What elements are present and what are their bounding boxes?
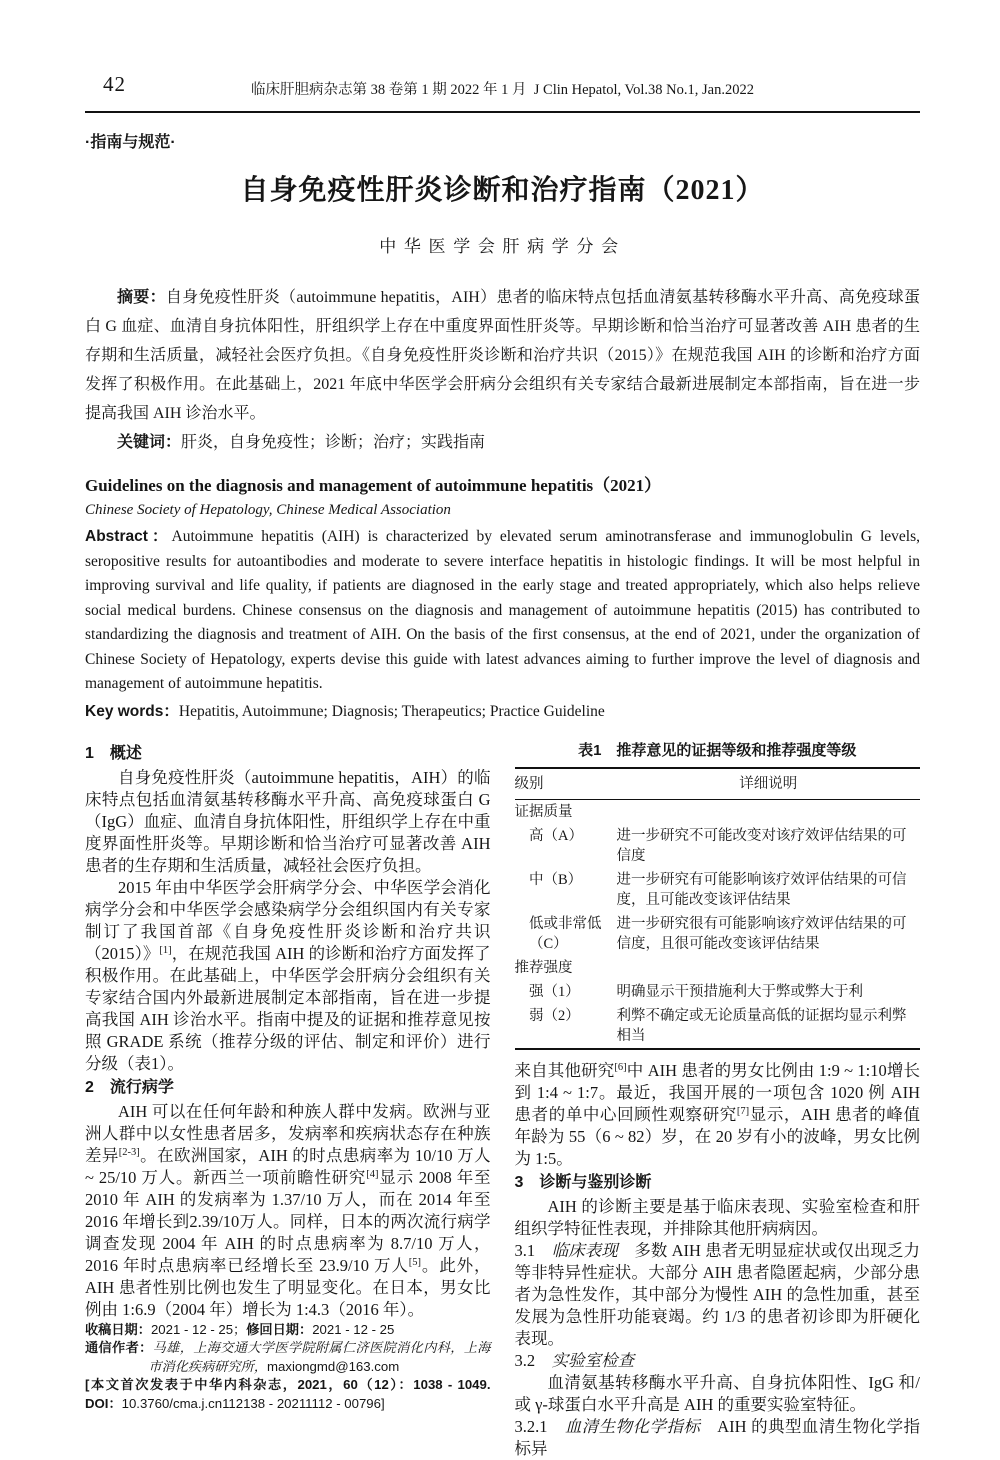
body-paragraph: 来自其他研究[6]中 AIH 患者的男女比例由 1:9 ~ 1:10增长到 1:4 ~ 1:7。最近，我国开展的一项包含 1020 例 AIH 患者的单中心回顾性观察研究[7]显示，AIH 患者的峰值年龄为 55（6 ~ 82）岁，在 20 岁有小的波峰，男女比例为 1:5。 <box>514 1060 921 1168</box>
detail-cell: 进一步研究不可能改变对该疗效评估结果的可信度 <box>616 827 907 864</box>
journal-title-cn: 临床肝胆病杂志第 38 卷第 1 期 2022 年 1 月 <box>251 82 527 98</box>
level-cell: 弱（2） <box>529 1007 580 1024</box>
body-paragraph: 自身免疫性肝炎（autoimmune hepatitis，AIH）的临床特点包括血清氨基转移酶水平升高、高免疫球蛋白 G（IgG）血症、血清自身抗体阳性，肝组织学上存在中重度界面性肝炎等。早期诊断和恰当治疗可显著改善 AIH 患者的生存期和生活质量，减轻社会医疗负担。 <box>85 767 491 875</box>
table-header-row <box>515 768 921 800</box>
abstract-text: 自身免疫性肝炎（autoimmune hepatitis，AIH）患者的临床特点包括血清氨基转移酶水平升高、高免疫球蛋白 G 血症、血清自身抗体阳性，肝组织学上存在中重度界面性肝炎等。早期诊断和恰当治疗可显著改善 AIH 患者的生存期和生活质量，减轻社会医疗负担。《自身免疫性肝炎诊断和治疗共识（2015）》在规范我国 AIH 的诊断和治疗方面发挥了积极作用。在此基础上，2021 年底中华医学会肝病分会组织有关专家结合最新进展制定本部指南，旨在进一步提高我国 AIH 诊治水平。 <box>85 289 920 422</box>
table-row <box>515 912 921 956</box>
section-heading: 1 概述 <box>85 744 142 762</box>
table-row <box>515 980 921 1004</box>
english-title: Guidelines on the diagnosis and management of autoimmune hepatitis（2021） <box>85 476 662 495</box>
detail-cell <box>617 956 921 980</box>
article-title: 自身免疫性肝炎诊断和治疗指南（2021） <box>240 175 765 206</box>
col-header-detail: 详细说明 <box>617 768 921 800</box>
level-cell: 证据质量 <box>514 803 573 820</box>
detail-cell <box>617 799 921 824</box>
table1 <box>515 741 921 1050</box>
detail-cell: 利弊不确定或无论质量高低的证据均显示利弊相当 <box>616 1007 907 1044</box>
keywords-text: 肝炎，自身免疫性；诊断；治疗；实践指南 <box>181 434 486 451</box>
left-column <box>85 741 504 1413</box>
grade-table <box>515 767 921 1050</box>
keywords-cn <box>85 428 920 457</box>
body-paragraph: 3.1 临床表现 多数 AIH 患者无明显症状或仅出现乏力等非特异性症状。大部分 AIH 患者隐匿起病，少部分患者为急性发作，其中部分为慢性 AIH 的急性加重，甚至发展为急性肝功能衰竭。约 1/3 的患者初诊即为肝硬化表现。 <box>514 1240 921 1348</box>
article-author: 中华医学会肝病学分会 <box>379 237 626 256</box>
chinese-abstract-block <box>85 283 920 457</box>
english-abstract-text: Autoimmune hepatitis (AIH) is characterized by elevated serum aminotransferase and immunoglobulin G levels, seropositive results for autoantibodies and moderate to severe interface hepatitis in histologic findings. It will be most helpful in improving survival and life quality, if patients are diagnosed in the early stage and treated appropriately, which also helps relieve social medical burdens. Chinese consensus on the diagnosis and management of autoimmune hepatitis (2015) has contributed to standardizing the diagnosis and treatment of AIH. On the basis of the first consensus, at the end of 2021, under the organization of Chinese Society of Hepatology, experts devise this guide with latest advances aiming to further improve the level of diagnosis and management of autoimmune hepatitis. <box>85 528 920 692</box>
body-paragraph: 3.2 实验室检查 <box>514 1350 635 1370</box>
level-cell: 推荐强度 <box>514 959 573 976</box>
body-paragraph: 3.2.1 血清生物化学指标 AIH 的典型血清生物化学指标异 <box>514 1416 921 1458</box>
table-row <box>515 956 921 980</box>
header-rule <box>85 111 920 113</box>
english-keywords-text: Hepatitis, Autoimmune; Diagnosis; Therapeutics; Practice Guideline <box>178 702 605 720</box>
level-cell: 低或非常低（C） <box>529 915 602 952</box>
page-number: 42 <box>103 72 126 96</box>
journal-line <box>85 70 920 99</box>
journal-title-en: J Clin Hepatol, Vol.38 No.1, Jan.2022 <box>533 82 754 98</box>
table-row <box>515 824 921 868</box>
abstract-cn <box>85 283 920 428</box>
level-cell: 高（A） <box>529 827 583 844</box>
body-paragraph: 2015 年由中华医学会肝病学分会、中华医学会消化病学分会和中华医学会感染病学分会组织国内有关专家制订了我国首部《自身免疫性肝炎诊断和治疗共识（2015）》[1]，在规范我国 AIH 的诊断和治疗方面发挥了积极作用。在此基础上，中华医学会肝病分会组织有关专家结合国内外最新进展制定本部指南，旨在进一步提高我国 AIH 诊治水平。指南中提及的证据和推荐意见按照 GRADE 系统（推荐分级的评估、制定和评价）进行分级（表1）。 <box>85 877 491 1073</box>
detail-cell: 进一步研究很有可能影响该疗效评估结果的可信度，且很可能改变该评估结果 <box>616 915 907 952</box>
table-row <box>515 1004 921 1049</box>
level-cell: 中（B） <box>529 871 583 888</box>
detail-cell: 明确显示干预措施利大于弊或弊大于利 <box>616 983 863 1000</box>
english-keywords <box>85 699 920 721</box>
abstract-label: 摘要： <box>117 289 166 306</box>
english-keywords-label: Key words： <box>85 702 179 720</box>
col-header-level: 级别 <box>515 768 617 800</box>
footnote-item: [本文首次发表于中华内科杂志，2021，60（12）：1038 - 1049. DOI：10.3760/cma.j.cn112138 - 20211112 - 00796] <box>85 1377 504 1411</box>
body-paragraph: AIH 的诊断主要是基于临床表现、实验室检查和肝组织学特征性表现，并排除其他肝病病因。 <box>514 1196 920 1238</box>
footnote-item: 收稿日期：2021 - 12 - 25；修回日期：2021 - 12 - 25 <box>85 1321 395 1337</box>
body-paragraph: 血清氨基转移酶水平升高、自身抗体阳性、IgG 和/或 γ-球蛋白水平升高是 AIH 的重要实验室特征。 <box>514 1372 920 1414</box>
column-section-mark: ·指南与规范· <box>85 134 176 151</box>
right-column <box>515 741 921 1460</box>
footnote-item: 通信作者：马雄，上海交通大学医学院附属仁济医院消化内科，上海市消化疾病研究所，maxiongmd@163.com <box>85 1340 491 1374</box>
table-row <box>515 868 921 912</box>
table-row <box>515 799 921 824</box>
section-heading: 3 诊断与鉴别诊断 <box>514 1173 652 1191</box>
english-abstract-label: Abstract： <box>85 528 172 545</box>
level-cell: 强（1） <box>529 983 580 1000</box>
body-paragraph: AIH 可以在任何年龄和种族人群中发病。欧洲与亚洲人群中以女性患者居多，发病率和疾病状态存在种族差异[2-3]。在欧洲国家，AIH 的时点患病率为 10/10 万人 ~ 25/10 万人。新西兰一项前瞻性研究[4]显示 2008 年至 2010 年 AIH 的发病率为 1.37/10 万人，而在 2014 年至 2016 年增长到2.39/10万人。同样，日本的两次流行病学调查发现 2004 年 AIH 的时点患病率为 8.7/10 万人，2016 年时点患病率已经增长至 23.9/10 万人[5]。此外，AIH 患者性别比例也发生了明显变化。在日本，男女比例由 1:6.9（2004 年）增长为 1:4.3（2016 年）。 <box>85 1101 491 1319</box>
section-heading: 2 流行病学 <box>85 1078 174 1096</box>
table1-title: 表1 推荐意见的证据等级和推荐强度等级 <box>578 741 857 759</box>
footnote-block <box>85 1321 504 1414</box>
body-columns <box>85 741 920 1460</box>
english-authors: Chinese Society of Hepatology, Chinese Medical Association <box>85 502 451 518</box>
detail-cell: 进一步研究有可能影响该疗效评估结果的可信度，且可能改变该评估结果 <box>616 871 907 908</box>
english-abstract <box>85 525 920 697</box>
keywords-label: 关键词： <box>117 434 182 451</box>
page-header <box>85 70 920 104</box>
